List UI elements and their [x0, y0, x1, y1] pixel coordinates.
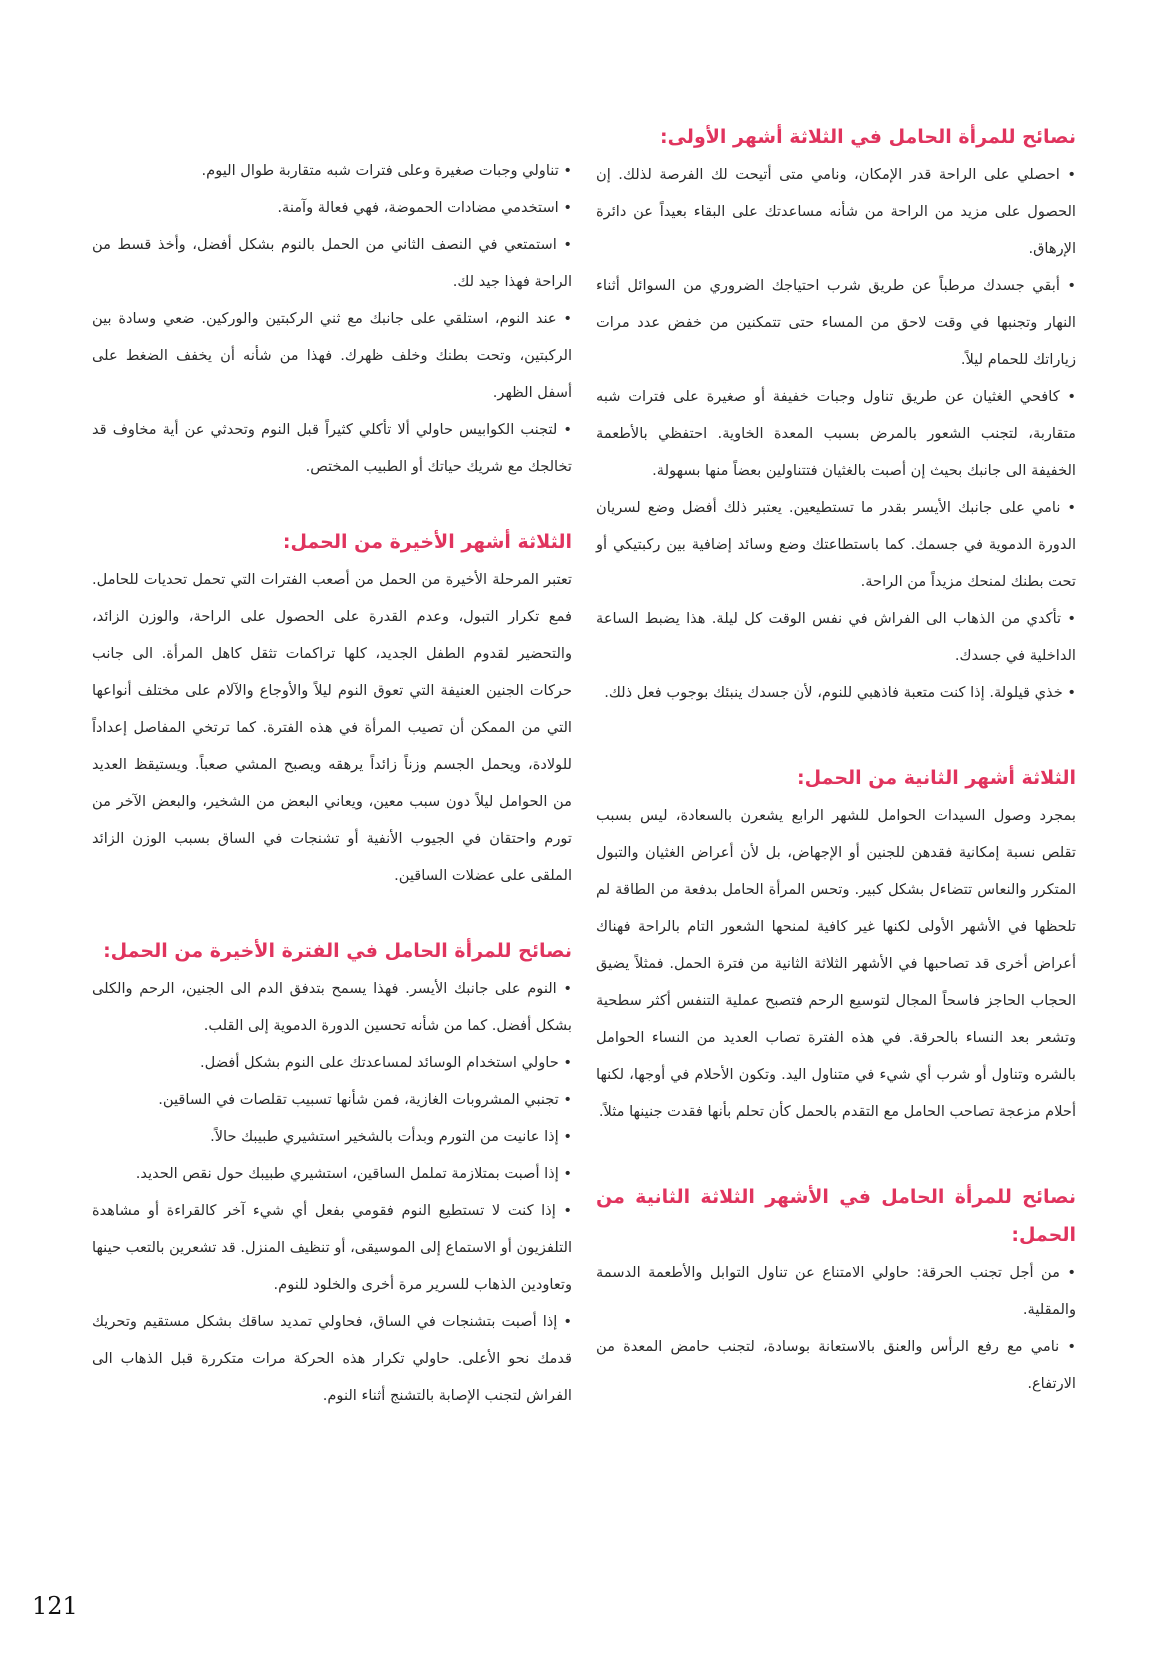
bullet-heartburn: • من أجل تجنب الحرقة: حاولي الامتناع عن تناول التوابل والأطعمة الدسمة والمقلية. [596, 1264, 1076, 1318]
bullet-raise-head: • نامي مع رفع الرأس والعنق بالاستعانة بوسادة، لتجنب حامض المعدة من الارتفاع. [596, 1338, 1076, 1392]
bullet-sleep-position: • عند النوم، استلقي على جانبك مع ثني الركبتين والوركين. ضعي وسادة بين الركبتين، وتحت بطنك وخلف ظهرك. فهذا من شأنه أن يخفف الضغط على أسفل الظهر. [92, 310, 572, 401]
heading-second-trimester-tips: نصائح للمرأة الحامل في الأشهر الثلاثة الثانية من الحمل: [596, 1186, 1076, 1246]
bullet-nap: • خذي قيلولة. إذا كنت متعبة فاذهبي للنوم، لأن جسدك ينبئك بوجوب فعل ذلك. [604, 684, 1076, 701]
heading-first-trimester-tips: نصائح للمرأة الحامل في الثلاثة أشهر الأولى: [659, 126, 1076, 148]
paragraph-second-trimester: بمجرد وصول السيدات الحوامل للشهر الرابع يشعرن بالسعادة، ليس بسبب تقلص نسبة إمكانية فقدهن للجنين أو الإجهاض، بل لأن أعراض الغثيان والتبول المتكرر والنعاس تتضاءل بشكل كبير. وتحس المرأة الحامل بدفعة من الطاقة لم تلحظها في الأشهر الأولى لكنها غير كافية لمنحها الشعور التام بالراحة فهناك أعراض أخرى قد تصاحبها في الأشهر الثلاثة الثانية من فترة الحمل. فمثلاً يضيق الحجاب الحاجز فاسحاً المجال لتوسيع الرحم فتصبح عملية التنفس أكثر سطحية وتشعر بعد النساء بالحرقة. في هذه الفترة تصاب العديد من النساء الحوامل بالشره وتناول أو شرب أي شيء في متناول اليد. وتكون الأحلام في أوجها، لكنها أحلام مزعجة تصاحب الحامل مع التقدم بالحمل كأن تحلم بأنها فقدت جنينها مثلاً. [596, 807, 1076, 1120]
right-column [596, 118, 1076, 1402]
bullet-restless-legs: • إذا أصبت بمتلازمة تململ الساقين، استشيري طبيبك حول نقص الحديد. [135, 1165, 572, 1182]
bullet-left-side: • نامي على جانبك الأيسر بقدر ما تستطيعين. يعتبر ذلك أفضل وضع لسريان الدورة الدموية في جسمك. كما باستطاعتك وضع وسائد إضافية بين ركبتيكي أو تحت بطنك لمنحك مزيداً من الراحة. [596, 499, 1076, 590]
bullet-pillows: • حاولي استخدام الوسائد لمساعدتك على النوم بشكل أفضل. [200, 1054, 572, 1071]
left-column [92, 152, 572, 1414]
bullet-cant-sleep: • إذا كنت لا تستطيع النوم فقومي بفعل أي شيء آخر كالقراءة أو مشاهدة التلفزيون أو الاستماع إلى الموسيقى، أو تنظيف المنزل. قد تشعرين بالتعب حينها وتعاودين الذهاب للسرير مرة أخرى والخلود للنوم. [92, 1202, 572, 1293]
page-number: 121 [32, 1592, 78, 1620]
bullet-soft-drinks: • تجنبي المشروبات الغازية، فمن شأنها تسبيب تقلصات في الساقين. [158, 1091, 572, 1108]
bullet-antacids: • استخدمي مضادات الحموضة، فهي فعالة وآمنة. [277, 199, 572, 216]
bullet-nausea: • كافحي الغثيان عن طريق تناول وجبات خفيفة أو صغيرة على فترات شبه متقاربة، لتجنب الشعور بالمرض بسبب المعدة الخاوية. احتفظي بالأطعمة الخفيفة الى جانبك بحيث إن أصبت بالغثيان فتتناولين بعضاً منها بسهولة. [596, 388, 1076, 479]
bullet-swelling: • إذا عانيت من التورم وبدأت بالشخير استشيري طبيبك حالاً. [210, 1128, 572, 1145]
bullet-small-meals: • تناولي وجبات صغيرة وعلى فترات شبه متقاربة طوال اليوم. [201, 162, 572, 179]
bullet-leg-cramps: • إذا أصبت بتشنجات في الساق، فحاولي تمديد ساقك بشكل مستقيم وتحريك قدمك نحو الأعلى. حاولي تكرار هذه الحركة مرات متكررة قبل الذهاب الى الفراش لتجنب الإصابة بالتشنج أثناء النوم. [92, 1313, 572, 1404]
bullet-hydration: • أبقي جسدك مرطباً عن طريق شرب احتياجك الضروري من السوائل أثناء النهار وتجنبها في وقت لاحق من المساء حتى تتمكنين من خفض عدد مرات زياراتك للحمام ليلاً. [596, 277, 1076, 368]
heading-third-trimester-tips: نصائح للمرأة الحامل في الفترة الأخيرة من الحمل: [103, 940, 572, 962]
bullet-rest: • احصلي على الراحة قدر الإمكان، ونامي متى أتيحت لك الفرصة لذلك. إن الحصول على مزيد من الراحة من شأنه مساعدتك على البقاء بعيداً عن دائرة الإرهاق. [596, 166, 1076, 257]
bullet-enjoy-sleep: • استمتعي في النصف الثاني من الحمل بالنوم بشكل أفضل، وأخذ قسط من الراحة فهذا جيد لك. [92, 236, 572, 290]
bullet-left-side-sleep: • النوم على جانبك الأيسر. فهذا يسمح بتدفق الدم الى الجنين، الرحم والكلى بشكل أفضل. كما من شأنه تحسين الدورة الدموية إلى القلب. [92, 980, 572, 1034]
paragraph-third-trimester: تعتبر المرحلة الأخيرة من الحمل من أصعب الفترات التي تحمل تحديات للحامل. فمع تكرار التبول، وعدم القدرة على الحصول على الراحة، والوزن الزائد، والتحضير لقدوم الطفل الجديد، كلها تراكمات تثقل كاهل المرأة. الى جانب حركات الجنين العنيفة التي تعوق النوم ليلاً والأوجاع والآلام على مختلف أنواعها التي من الممكن أن تصيب المرأة في هذه الفترة. كما ترتخي المفاصل إعداداً للولادة، ويحمل الجسم وزناً زائداً يرهقه ويصبح المشي صعباً. ويستيقظ العديد من الحوامل ليلاً دون سبب معين، ويعاني البعض من الشخير، والبعض الآخر من تورم واحتقان في الجيوب الأنفية أو تشنجات في الساق بسبب الوزن الزائد الملقى على عضلات الساقين. [92, 571, 572, 884]
heading-second-trimester: الثلاثة أشهر الثانية من الحمل: [797, 767, 1076, 789]
bullet-bedtime: • تأكدي من الذهاب الى الفراش في نفس الوقت كل ليلة. هذا يضبط الساعة الداخلية في جسدك. [596, 610, 1076, 664]
bullet-nightmares: • لتجنب الكوابيس حاولي ألا تأكلي كثيراً قبل النوم وتحدثي عن أية مخاوف قد تخالجك مع شريك حياتك أو الطبيب المختص. [92, 421, 572, 475]
heading-third-trimester: الثلاثة أشهر الأخيرة من الحمل: [282, 531, 572, 553]
